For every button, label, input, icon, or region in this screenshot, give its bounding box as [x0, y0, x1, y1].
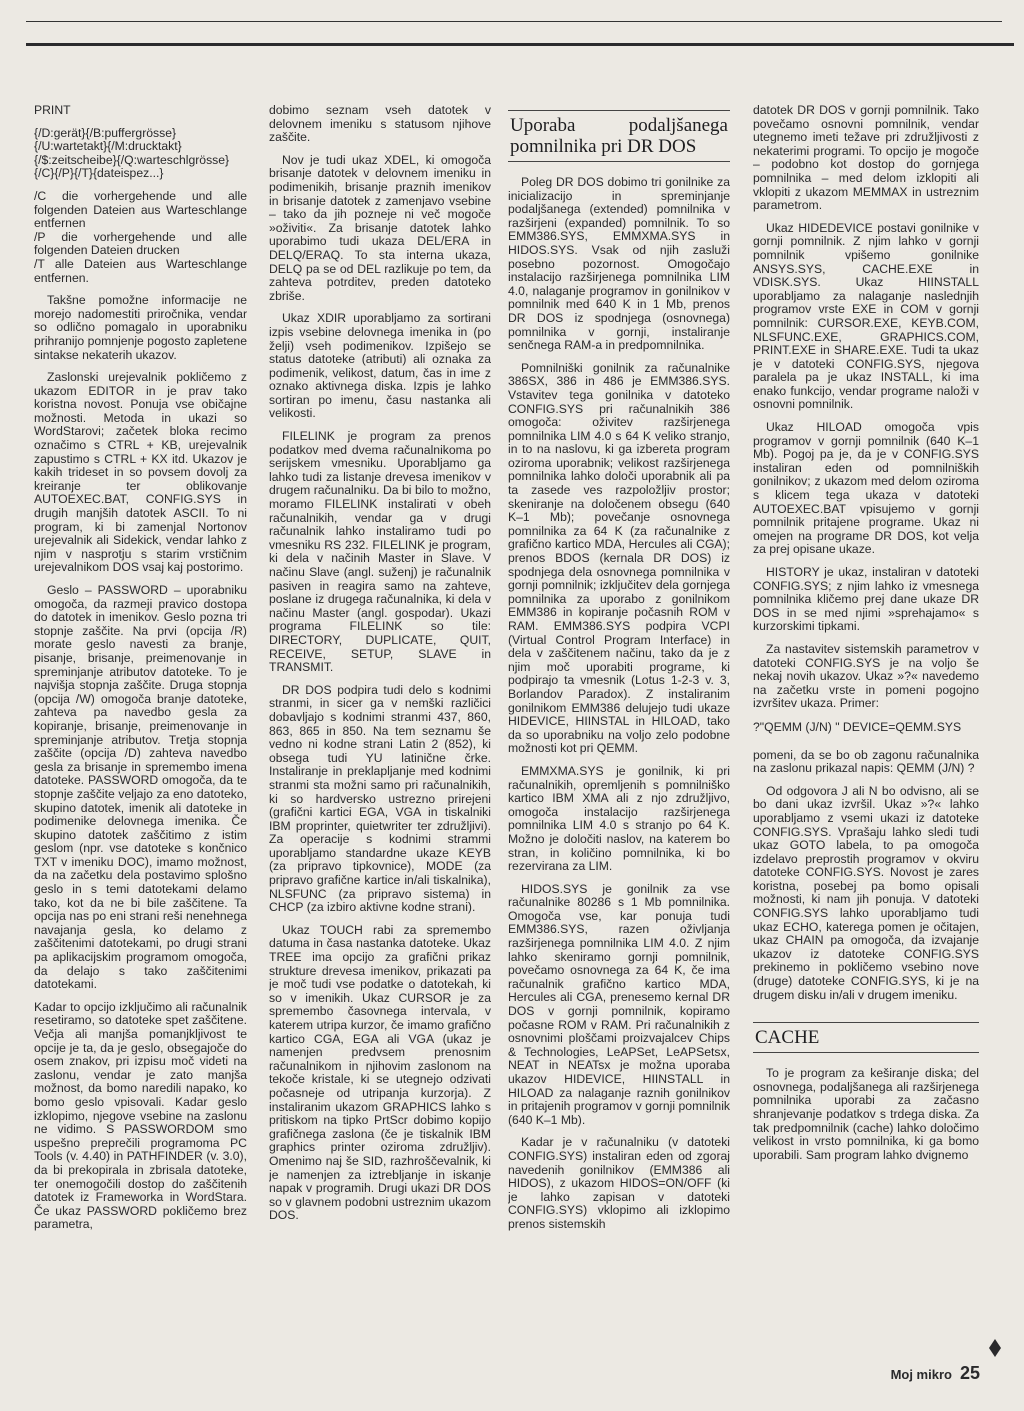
- body-paragraph: Poleg DR DOS dobimo tri gonilnike za inicializacijo in spreminjanje podaljšanega (extended) pomnilnika v razširjeni (expanded) pomnilnik. To so EMM386.SYS, EMMXMA.SYS in HIDOS.SYS. Vsak od njih zasluži posebno pozornost. Omogočajo instalacijo razširjenega pomnilnika LIM 4.0, nalaganje programov in gonilnikov v pomnilnik med 640 K in 1 Mb, prenos DR DOS iz spodnjega (osnovnega) pomnilnika v gornji, instaliranje senčnega RAM-a in predpomnilnika.: [508, 175, 730, 353]
- body-paragraph: Ukaz XDIR uporabljamo za sortirani izpis vsebine delovnega imenika in (po želji) vseh podimenikov. Izpišejo se status datoteke (atributi) ali oznaka za podimenik, velikost, datum, čas in ime z oznako aktivnega diska. Izpis je lahko sortiran po imenu, času nastanka ali velikosti.: [269, 311, 491, 421]
- body-paragraph: Od odgovora J ali N bo odvisno, ali se bo dani ukaz izvršil. Ukaz »?« lahko uporabljamo z vsemi ukazi iz datoteke CONFIG.SYS. Vprašaju lahko sledi tudi ukaz GOTO labela, to pa omogoča izdelavo preprostih programov v okviru datoteke CONFIG.SYS. Novost je zares koristna, posebej pa bomo opisali možnosti, ki nam jih ponuja. V datoteki CONFIG.SYS lahko uporabljamo tudi ukaz ECHO, katerega pomen je očitajen, ukaz CHAIN pa omogoča, da izvajanje ukazov iz datoteke CONFIG.SYS prekinemo in pokličemo vsebino nove (druge) datoteke CONFIG.SYS, ki je na drugem disku in/ali v drugem imeniku.: [753, 783, 979, 1002]
- body-paragraph: To je program za keširanje diska; del osnovnega, podaljšanega ali razširjenega pomnilnika uporabi za začasno shranjevanje podatkov s trdega diska. Za tak predpomnilnik (cache) lahko določimo velikost in vrsto pomnilnika, ki ga bomo uporabili. Sam program lahko dvignemo: [753, 1066, 979, 1162]
- body-paragraph: pomeni, da se bo ob zagonu računalnika na zaslonu prikazal napis: QEMM (J/N) ?: [753, 747, 979, 776]
- body-paragraph: Takšne pomožne informacije ne morejo nadomestiti priročnika, vendar so odlično pomagalo in uporabniku prihranijo pomnjenje pogosto zapletene sintakse nekaterih ukazov.: [34, 293, 247, 362]
- body-paragraph: Kadar to opcijo izključimo ali računalnik resetiramo, so datoteke spet zaščitene. Večja ali manjša pomanjkljivost te opcije je ta, da je geslo, obsegajoče do osem znakov, pri izpisu moč videti na zaslonu, vendar je zato manjša možnost, da bomo naredili napako, ko bomo geslo vpisovali. Kadar geslo izklopimo, njegove vsebine na zaslonu ne vidimo. S PASSWORDOM smo uspešno preprečili programoma PC Tools (v. 4.40) in PATHFINDER (v. 3.0), da bi prekopirala in zbrisala datoteke, ter onemogočili dostop do zaščitenih datotek iz Frameworka in WordStara. Če ukaz PASSWORD pokličemo brez parametra,: [34, 999, 247, 1232]
- body-paragraph: Zaslonski urejevalnik pokličemo z ukazom EDITOR in je prav tako koristna novost. Ponuja vse običajne možnosti. Metoda in ukazi so WordStarovi; začetek bloka recimo označimo s CTRL + KB, urejevalnik zapustimo s CTRL + KX itd. Ukazov je kakih trideset in so povsem dovolj za kreiranje ter oblikovanje AUTOEXEC.BAT, CONFIG.SYS in drugih manjših datotek ASCII. To ni program, ki bi zamenjal Nortonov urejevalnik ali Sidekick, vendar lahko z njim v nasprotju s starim vrstičnim urejevalnikom DOS vsaj kaj postorimo.: [34, 370, 247, 575]
- continue-arrow-icon: [989, 1339, 1001, 1357]
- text-column-3: [508, 104, 730, 1336]
- body-paragraph: Za nastavitev sistemskih parametrov v datoteki CONFIG.SYS je na voljo še nekaj novih ukazov. Ukaz »?« navedemo na začetku vrste in pomeni pogojno izvršitev ukaza. Primer:: [753, 641, 979, 711]
- cache-heading-box: [753, 1022, 979, 1053]
- page-footer: [891, 1363, 980, 1384]
- body-paragraph: datotek DR DOS v gornji pomnilnik. Tako povečamo osnovni pomnilnik, vendar utegnemo imeti težave pri združljivosti z nekaterimi programi. To opcijo je mogoče – podobno kot dostop do gornjega pomnilnika – med delom izklopiti ali vklopiti z ukazom MEMMAX in ustreznim parametrom.: [753, 104, 979, 213]
- body-paragraph: FILELINK je program za prenos podatkov med dvema računalnikoma po serijskem vmesniku. Uporabljamo ga lahko tudi za listanje drevesa imenikov v drugem računalniku. Da bi bilo to možno, moramo FILELINK instalirati v obeh računalnikih, vendar ga v drugi računalnik lahko instaliramo tudi po vmesniku RS 232. FILELINK je program, ki dela v načinih Master in Slave. V načinu Slave (angl. suženj) je računalnik pasiven in reagira samo na zahteve, poslane iz drugega računalnika, ki dela v načinu Master (angl. gospodar). Ukazi programa FILELINK so tile: DIRECTORY, DUPLICATE, QUIT, RECEIVE, SETUP, SLAVE in TRANSMIT.: [269, 429, 491, 675]
- body-paragraph: DR DOS podpira tudi delo s kodnimi stranmi, in sicer ga v nemški različici dobavljajo s kodnimi stranmi 437, 860, 863, 865 in 850. Na tem seznamu še vedno ni kodne strani Latin 2 (852), ki obsega tudi YU latinične črke. Instaliranje in preklapljanje med kodnimi stranmi sta možni samo pri računalnikih, ki so hardversko ustrezno prirejeni (grafični kartici EGA, VGA in tiskalniki IBM proprinter, quietwriter ter združljivi). Za operacije s kodnimi strammi uporabljamo standardne ukaze KEYB (za pripravo tipkovnice), MODE (za pripravo grafične kartice in/ali tiskalnika), NLSFUNC (za pripravo sistema) in CHCP (za izbiro aktivne kodne strani).: [269, 682, 491, 915]
- body-paragraph: Ukaz HILOAD omogoča vpis programov v gornji pomnilnik (640 K–1 Mb). Pogoj pa je, da je v CONFIG.SYS instaliran eden od pomnilniških gonilnikov; z ukazom med delom oziroma s klicem tega ukaza v datoteki AUTOEXEC.BAT vpisujemo v gornji pomnilnik pritajene programe. Ukaz ni omejen na programe DR DOS, kot velja za prej opisane ukaze.: [753, 420, 979, 557]
- page-number: 25: [959, 1363, 980, 1383]
- body-paragraph: Pomnilniški gonilnik za računalnike 386SX, 386 in 486 je EMM386.SYS. Vstavitev tega gonilnika v datoteko CONFIG.SYS pri računalnikih 386 omogoča: oživitev razširjenega pomnilnika LIM 4.0 s 64 K veliko stranjo, in to na naslovu, ki ga izbereta program oziroma uporabnik; velikost razširjenega pomnilnika lahko določi uporabnik ali pa ta zasede ves razpoložljiv prostor; skeniranje na določenem obsegu (640 K–1 Mb); povečanje osnovnega pomnilnika za 64 K (za računalnike z grafično kartico MDA, Hercules ali CGA); prenos BDOS (kernala DR DOS) iz spodnjega dela osnovnega pomnilnika v gornji pomnilnik; izključitev dela gornjega pomnilnika za uporabo z gonilnikom EMM386 in kopiranje počasnih ROM v RAM. EMM386.SYS podpira VCPI (Virtual Control Program Interface) in dela v zaščitenem načinu, tako da je z njim moč uporabiti programe, ki podpirajo ta vmesnik (Lotus 1-2-3 v. 3, Borlandov Paradox). Z instaliranim gonilnikom EMM386 delujejo tudi ukaze HIDEVICE, HIINSTAL in HILOAD, tako da so uporabniku na voljo zelo podobne možnosti kot pri QEMM.: [508, 360, 730, 756]
- text-column-2: [269, 104, 491, 1336]
- top-bold-rule: [26, 43, 1014, 46]
- text-column-4: [753, 104, 979, 1336]
- body-paragraph: HISTORY je ukaz, instaliran v datoteki CONFIG.SYS; z njim lahko iz vmesnega pomnilnika kličemo prej dane ukaze DR DOS in se med njimi »sprehajamo« s kurzorskimi tipkami.: [753, 565, 979, 634]
- body-paragraph: dobimo seznam vseh datotek v delovnem imeniku s statusom njihove zaščite.: [269, 104, 491, 145]
- body-paragraph: Geslo – PASSWORD – uporabniku omogoča, da razmeji pravico dostopa do datotek in imenikov. Geslo pozna tri stopnje zaščite. Na prvi (opcija /R) morate geslo navesti za branje, pisanje, brisanje, preimenovanje in spreminjanje atributov datoteke. To je najvišja stopnja zaščite. Druga stopnja (opcija /W) omogoča branje datoteke, zahteva pa navedbo gesla za kopiranje, brisanje, preimenovanje in spreminjanje atributov. Tretja stopnja zaščite (opcija /D) zahteva navedbo gesla za brisanje in spremembo imena datoteke. PASSWORD omogoča, da te stopnje zaščite veljajo za eno datoteko, skupino datotek, imenik ali datoteke in podimenike delovnega imenika. Če skupino datotek zaščitimo z istim geslom (npr. vse datoteke s končnico TXT v imeniku DOC), imamo možnost, da na začetku dela postavimo splošno geslo in s temi datotekami delamo tako, kot da ne bi bile zaščitene. Ta opcija nas po eni strani reši nenehnega navajanja gesla, ko delamo z zaščitenimi datotekami, po drugi strani pa aplikacijskim programom omogoča, da delajo s tako zaščitenimi datotekami.: [34, 583, 247, 992]
- body-paragraph: Kadar je v računalniku (v datoteki CONFIG.SYS) instaliran eden od zgoraj navedenih gonilnikov (EMM386 ali HIDOS), z ukazom HIDOS=ON/OFF (ki je lahko zapisan v datoteki CONFIG.SYS) vklopimo ali izklopimo prenos sistemskih: [508, 1135, 730, 1231]
- section-heading: Uporaba podaljšanega pomnilnika pri DR DOS: [510, 115, 728, 157]
- magazine-name: Moj mikro: [890, 1367, 952, 1382]
- text-column-1: [34, 104, 247, 1336]
- body-paragraph: HIDOS.SYS je gonilnik za vse računalnike 80286 s 1 Mb pomnilnika. Omogoča vse, kar ponuja tudi EMM386.SYS, razen oživljanja razširjenega pomnilnika LIM 4.0. Z njim lahko skeniramo gornji pomnilnik, povečamo osnovnega za 64 K, če ima računalnik grafično kartico MDA, Hercules ali CGA, prenesemo kernal DR DOS v gornji pomnilnik, kopiramo počasne ROM v RAM. Pri računalnikih z osnovnimi ploščami proizvajalcev Chips & Technologies, LeAPSet, LeAPSetsx, NEAT in NEATsx je možna uporaba ukazov HIDEVICE, HIINSTALL in HILOAD za nalaganje raznih gonilnikov in pritajenih programov v gornji pomnilnik (640 K–1 Mb).: [508, 881, 730, 1127]
- option-p-description: /P die vorhergehende und alle folgenden Dateien drucken: [34, 229, 247, 258]
- body-paragraph: Nov je tudi ukaz XDEL, ki omogoča brisanje datotek v delovnem imeniku in podimenikih, brisanje praznih imenikov in brisanje datotek z zamenjavo vsebine – tako da jih pozneje ni več mogoče »oživiti«. Za brisanje datotek lahko uporabimo tudi ukaza DEL/ERA in DELQ/ERAQ. To sta interna ukaza, DELQ pa se od DEL razlikuje po tem, da zahteva potrditev, preden datoteko zbriše.: [269, 152, 491, 303]
- option-t-description: /T alle Dateien aus Warteschlange entfernen.: [34, 256, 247, 285]
- option-c-description: /C die vorhergehende und alle folgenden Dateien aus Warteschlange entfernen: [34, 188, 247, 231]
- body-paragraph: Ukaz HIDEDEVICE postavi gonilnike v gornji pomnilnik. Z njim lahko v gornji pomnilnik vpišemo gonilnike ANSYS.SYS, CACHE.EXE in VDISK.SYS. Ukaz HIINSTALL uporabljamo za nalaganje naslednjih programov vrste EXE in COM v gornji pomnilnik: CURSOR.EXE, KEYB.COM, NLSFUNC.EXE, GRAPHICS.COM, PRINT.EXE in SHARE.EXE. Tudi ta ukaz je v datoteki CONFIG.SYS, njegova paralela pa je ukaz INSTALL, ki ima enako funkcijo, vendar programe naloži v osnovni pomnilnik.: [753, 220, 979, 412]
- command-syntax: {/D:gerät}{/B:puffergrösse}{/U:wartetakt}{/M:drucktakt} {/$:zeitscheibe}{/Q:warteschlgrösse}{/C}{/P}{/T}{dateispez...}: [34, 125, 230, 181]
- code-example: ?"QEMM (J/N) " DEVICE=QEMM.SYS: [753, 719, 962, 734]
- body-paragraph: EMMXMA.SYS je gonilnik, ki pri računalnikih, opremljenih s pomnilniško kartico IBM XMA ali z njo združljivo, omogoča instalacijo razširjenega pomnilnika LIM 4.0 s stranjo po 64 K. Možno je določiti naslov, na katerem bo stran, in količino pomnilnika, ki bo rezervirana za LIM.: [508, 763, 730, 874]
- command-name: PRINT: [34, 104, 71, 117]
- body-paragraph: Ukaz TOUCH rabi za spremembo datuma in časa nastanka datoteke. Ukaz TREE ima opcijo za grafični prikaz strukture drevesa imenikov, prikazati pa je moč tudi vse podatke o datotekah, ki so v imenikih. Ukaz CURSOR je za spremembo časovnega intervala, v katerem utripa kurzor, če imamo grafično kartico CGA, EGA ali VGA (ukaz je namenjen predvsem prenosnim računalnikom in njihovim zaslonom na tekoče kristale, ki se utegnejo odzivati počasneje od utripanja kurzorja). Z instaliranim ukazom GRAPHICS lahko s pritiskom na tipko PrtScr dobimo kopijo grafičnega zaslona (če je tiskalnik IBM graphics printer oziroma združljiv). Omenimo naj še SID, razhroščevalnik, ki je namenjen za iztrebljanje in iskanje napak v programih. Drugi ukazi DR DOS so v glavnem podobni ustreznim ukazom DOS.: [269, 922, 491, 1223]
- top-thin-rule: [26, 21, 1002, 22]
- cache-heading: CACHE: [755, 1027, 820, 1049]
- section-heading-box: [508, 110, 730, 162]
